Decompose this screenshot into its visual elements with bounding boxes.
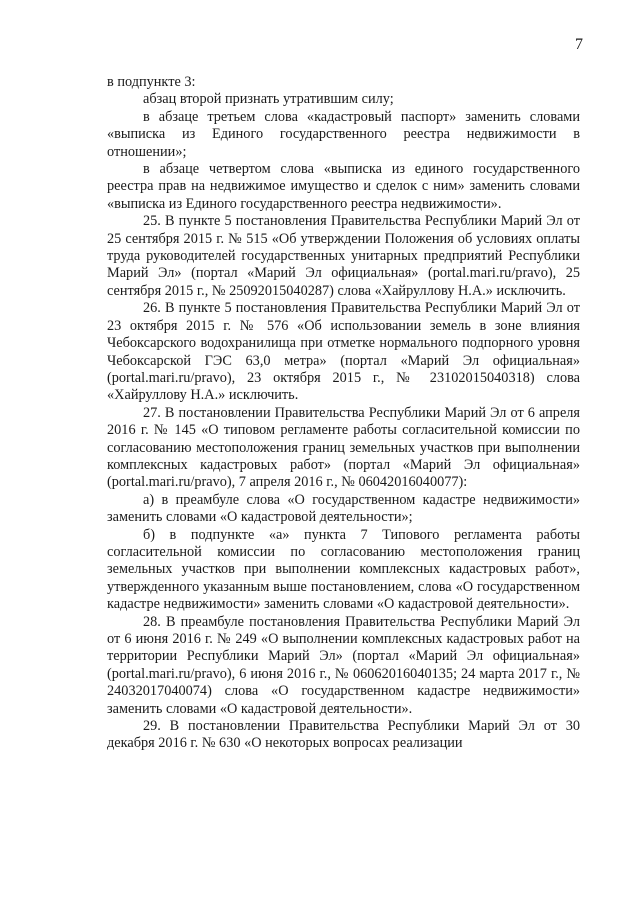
paragraph-abzac-4: в абзаце четвертом слова «выписка из единого государственного реестра прав на недвижимое имущество и сделок с ним» заменить словами «выписка из Единого государственного реестра недвижимости». xyxy=(107,161,580,212)
paragraph-abzac-3: в абзаце третьем слова «кадастровый паспорт» заменить словами «выписка из Единого государственного реестра недвижимости в отношении»; xyxy=(107,108,580,160)
paragraph-item-29: 29. В постановлении Правительства Республики Марий Эл от 30 декабря 2016 г. № 630 «О некоторых вопросах реализации xyxy=(107,718,580,752)
paragraph-subpoint-3: в подпункте 3: xyxy=(107,74,196,90)
paragraph-abzac-2: абзац второй признать утратившим силу; xyxy=(143,91,394,108)
paragraph-item-25: 25. В пункте 5 постановления Правительства Республики Марий Эл от 25 сентября 2015 г. № 515 «Об утверждении Положения об условиях оплаты труда руководителей государственных унитарных предприятий Республики Марий Эл» (портал «Марий Эл официальная» (portal.mari.ru/pravo), 25 сентября 2015 г., № 25092015040287) слова «Хайруллову Н.А.» исключить. xyxy=(107,213,580,299)
paragraph-item-27: 27. В постановлении Правительства Республики Марий Эл от 6 апреля 2016 г. № 145 «О типовом регламенте работы согласительной комиссии по согласованию местоположения границ земельных участков при выполнении комплексных кадастровых работ» (портал «Марий Эл официальная» (portal.mari.ru/pravo), 7 апреля 2016 г., № 06042016040077): xyxy=(107,404,580,491)
document-body xyxy=(107,74,580,753)
paragraph-item-26: 26. В пункте 5 постановления Правительства Республики Марий Эл от 23 октября 2015 г. № 576 «Об использовании земель в зоне влияния Чебоксарского водохранилища при отметке нормального подпорного уровня Чебоксарской ГЭС 63,0 метра» (портал «Марий Эл официальная» (portal.mari.ru/pravo), 23 октября 2015 г., № 23102015040318) слова «Хайруллову Н.А.» исключить. xyxy=(107,300,580,404)
paragraph-item-27-a: а) в преамбуле слова «О государственном кадастре недвижимости» заменить словами «О кадастровой деятельности»; xyxy=(107,491,580,526)
page-number: 7 xyxy=(575,36,583,53)
paragraph-item-27-b: б) в подпункте «а» пункта 7 Типового регламента работы согласительной комиссии по согласованию местоположения границ земельных участков при выполнении комплексных кадастровых работ», утвержденного указанным выше постановлением, слова «О государственном кадастре недвижимости» заменить словами «О кадастровой деятельности». xyxy=(107,526,580,613)
paragraph-item-28: 28. В преамбуле постановления Правительства Республики Марий Эл от 6 июня 2016 г. № 249 «О выполнении комплексных кадастровых работ на территории Республики Марий Эл» (портал «Марий Эл официальная» (portal.mari.ru/pravo), 6 июня 2016 г., № 06062016040135; 24 марта 2017 г., № 24032017040074) слова «О государственном кадастре недвижимости» заменить словами «О кадастровой деятельности». xyxy=(107,613,580,717)
